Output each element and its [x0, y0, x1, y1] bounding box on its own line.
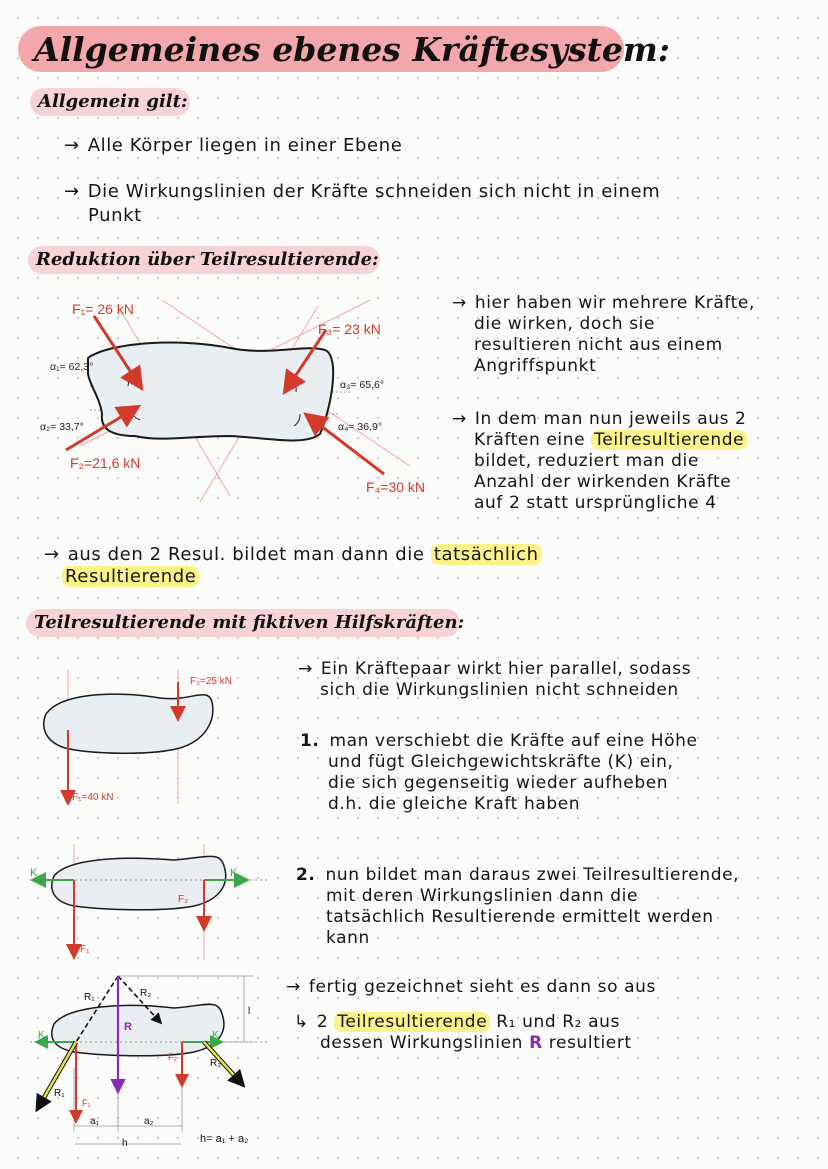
arrow-icon: →	[452, 293, 467, 313]
label-R: R	[124, 1021, 132, 1033]
arrow-icon: →	[64, 181, 80, 202]
note-teilresultierende: → In dem man nun jeweils aus 2 Kräften eine Teilresultierende bildet, reduziert man die Anzahl der wirkenden Kräfte auf 2 statt ursprüngliche 4	[452, 409, 747, 513]
bullet-1: → Alle Körper liegen in einer Ebene	[64, 135, 403, 156]
label-a1: a₁	[90, 1116, 99, 1127]
label-F3: F₃= 23 kN	[318, 321, 381, 337]
force-diagram-kraeftepaar	[30, 664, 290, 814]
label-alpha2: α₂= 33,7°	[40, 421, 84, 433]
label-F1: F₁	[80, 944, 90, 955]
section-heading-reduktion: Reduktion über Teilresultierende:	[36, 249, 379, 270]
conclusion: → aus den 2 Resul. bildet man dann die tatsächlich Resultierende	[44, 544, 542, 588]
label-K: K	[38, 1030, 45, 1041]
arrow-icon: →	[64, 135, 80, 156]
arrow-icon: →	[286, 977, 301, 997]
label-alpha4: α₄= 36,9°	[338, 421, 383, 433]
section-heading-allgemein: Allgemein gilt:	[38, 91, 188, 112]
force-diagram-reduktion	[30, 286, 450, 518]
label-F4: F₄=30 kN	[366, 479, 426, 495]
label-R1: R₁	[54, 1088, 65, 1099]
highlight: Teilresultierende	[591, 430, 747, 450]
note-kraeftepaar: → Ein Kräftepaar wirkt hier parallel, sodass sich die Wirkungslinien nicht schneiden	[298, 659, 692, 700]
label-F2: F₂=25 kN	[190, 676, 232, 687]
arrow-icon: →	[44, 544, 60, 565]
label-R2: R₂	[210, 1058, 222, 1069]
rigid-body	[52, 856, 226, 910]
label-K: K	[30, 867, 38, 879]
arrow-icon: →	[452, 409, 467, 429]
arrow-icon: →	[298, 659, 313, 679]
label-F1: F₁	[82, 1098, 91, 1108]
highlight: tatsächlich	[431, 544, 542, 565]
label-l: l	[248, 1006, 251, 1017]
bullet-2-cont: Punkt	[88, 205, 142, 226]
label-h: h	[122, 1138, 128, 1149]
label-a2: a₂	[144, 1116, 154, 1127]
label-F1: F₁=40 kN	[72, 792, 114, 803]
page-title: Allgemeines ebenes Kräftesystem:	[34, 30, 670, 69]
step-1: 1. man verschiebt die Kräfte auf eine Höhe und fügt Gleichgewichtskräfte (K) ein, die sich gegenseitig wieder aufheben d.h. die gleiche Kraft haben	[300, 731, 698, 814]
return-arrow-icon: ↳	[294, 1012, 309, 1032]
label-K: K	[230, 867, 238, 879]
label-K: K	[212, 1030, 219, 1041]
label-F2: F₂=21,6 kN	[70, 455, 141, 471]
label-F2: F₂	[178, 894, 188, 905]
note-mehrere-kraefte: → hier haben wir mehrere Kräfte, die wirken, doch sie resultieren nicht aus einem Angriffspunkt	[452, 293, 755, 376]
final-note: → fertig gezeichnet sieht es dann so aus ↳ 2 Teilresultierende R₁ und R₂ aus dessen Wirkungslinien R resultiert	[286, 977, 656, 1053]
label-R1: R₁	[84, 992, 95, 1003]
label-F2: F₂	[168, 1052, 177, 1062]
highlight: Teilresultierende	[334, 1012, 490, 1032]
rigid-body	[44, 694, 213, 753]
section-heading-hilfskraefte: Teilresultierende mit fiktiven Hilfskräften:	[34, 612, 465, 633]
label-alpha3: α₃= 65,6°	[340, 379, 385, 391]
label-alpha1: α₁= 62,3°	[50, 361, 94, 373]
step-2: 2. nun bildet man daraus zwei Teilresultierende, mit deren Wirkungslinien dann die tatsächlich Resultierende ermittelt werden kann	[296, 865, 740, 948]
formula-h: h= a₁ + a₂	[200, 1133, 249, 1145]
force-diagram-gleichgewicht	[24, 840, 276, 964]
force-diagram-resultierende	[24, 968, 274, 1154]
bullet-2: → Die Wirkungslinien der Kräfte schneiden sich nicht in einem	[64, 181, 661, 202]
label-R2: R₂	[140, 988, 152, 999]
label-F1: F₁= 26 kN	[72, 301, 134, 317]
highlight: Resultierende	[62, 566, 199, 587]
rigid-body	[52, 1004, 224, 1056]
